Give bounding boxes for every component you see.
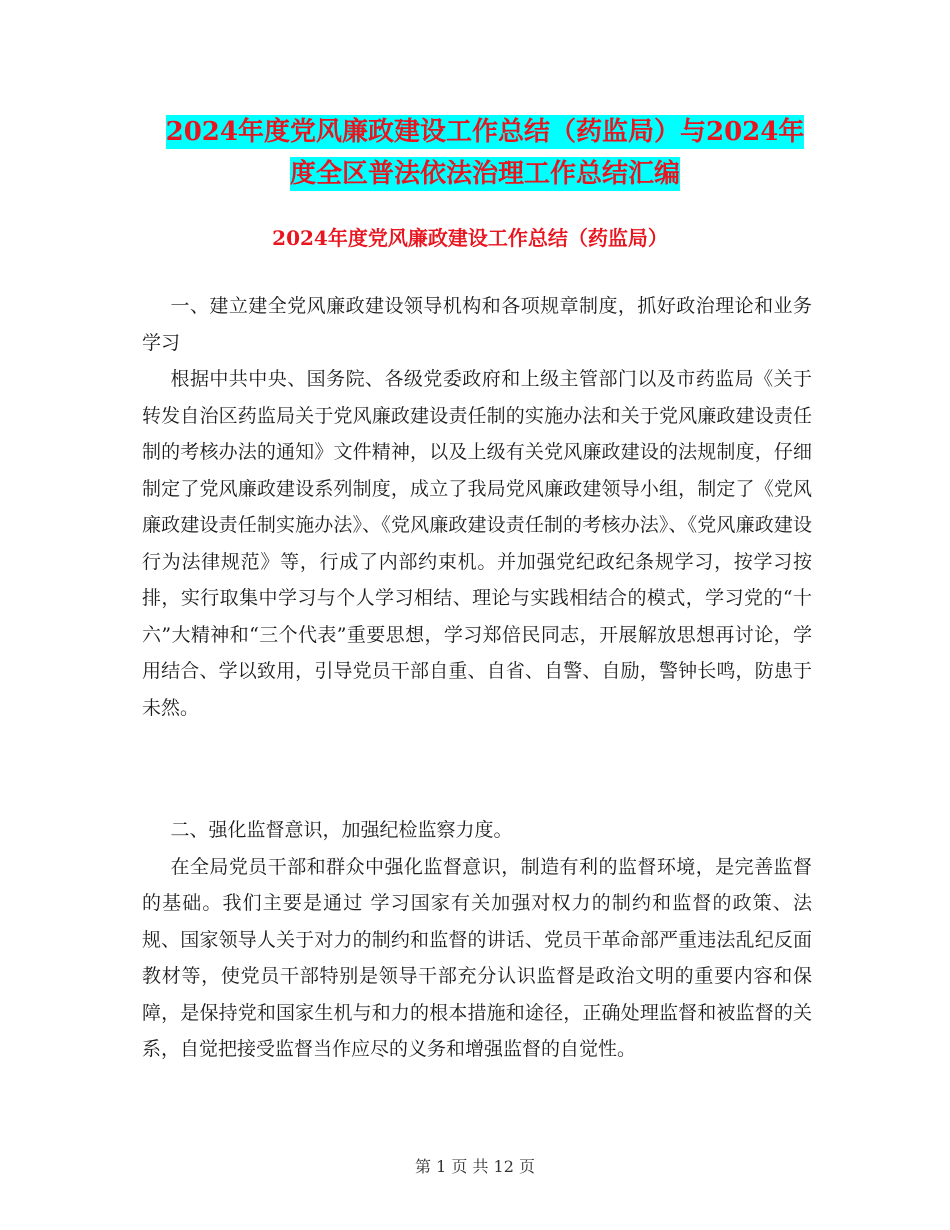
section-2-body: 在全局党员干部和群众中强化监督意识，制造有利的监督环境，是完善监督的基础。我们主要是通过 学习国家有关加强对权力的制约和监督的政策、法规、国家领导人关于对力的制约和监督的讲话、党员干革命部严重违法乱纪反面教材等，使党员干部特别是领导干部充分认识监督是政治文明的重要内容和保障，是保持党和国家生机与和力的根本措施和途径，正确处理监督和被监督的关系，自觉把接受监督当作应尽的义务和增强监督的自觉性。 (142, 855, 812, 1060)
main-title-line-1 (140, 110, 830, 154)
main-title-highlight-1: 2024年度党风廉政建设工作总结（药监局）与2024年 (165, 117, 805, 147)
section-2-heading: 二、强化监督意识，加强纪检监察力度。 (170, 819, 513, 841)
section-1-body: 根据中共中央、国务院、各级党委政府和上级主管部门以及市药监局《关于转发自治区药监局关于党风廉政建设责任制的实施办法和关于党风廉政建设责任制的考核办法的通知》文件精神，以及上级有关党风廉政建设的法规制度，仔细制定了党风廉政建设系列制度，成立了我局党风廉政建领导小组，制定了《党风廉政建设责任制实施办法》、《党风廉政建设责任制的考核办法》、《党风廉政建设行为法律规范》等，行成了内部约束机。并加强党纪政纪条规学习，按学习按排，实行取集中学习与个人学习相结、理论与实践相结合的模式，学习党的“十六”大精神和“三个代表”重要思想，学习郑倍民同志，开展解放思想再讨论，学用结合、学以致用，引导党员干部自重、自省、自警、自励，警钟长鸣，防患于未然。 (142, 368, 812, 719)
section-1-heading: 一、建立建全党风廉政建设领导机构和各项规章制度，抓好政治理论和业务学习 (142, 295, 812, 354)
section-1 (142, 288, 812, 726)
main-title-line-2 (140, 152, 830, 196)
main-title-highlight-2: 度全区普法依法治理工作总结汇编 (289, 159, 680, 189)
section-2 (142, 812, 812, 1068)
section-subtitle: 2024年度党风廉政建设工作总结（药监局） (272, 226, 668, 250)
page-number-footer: 第 1 页 共 12 页 (415, 1157, 535, 1176)
